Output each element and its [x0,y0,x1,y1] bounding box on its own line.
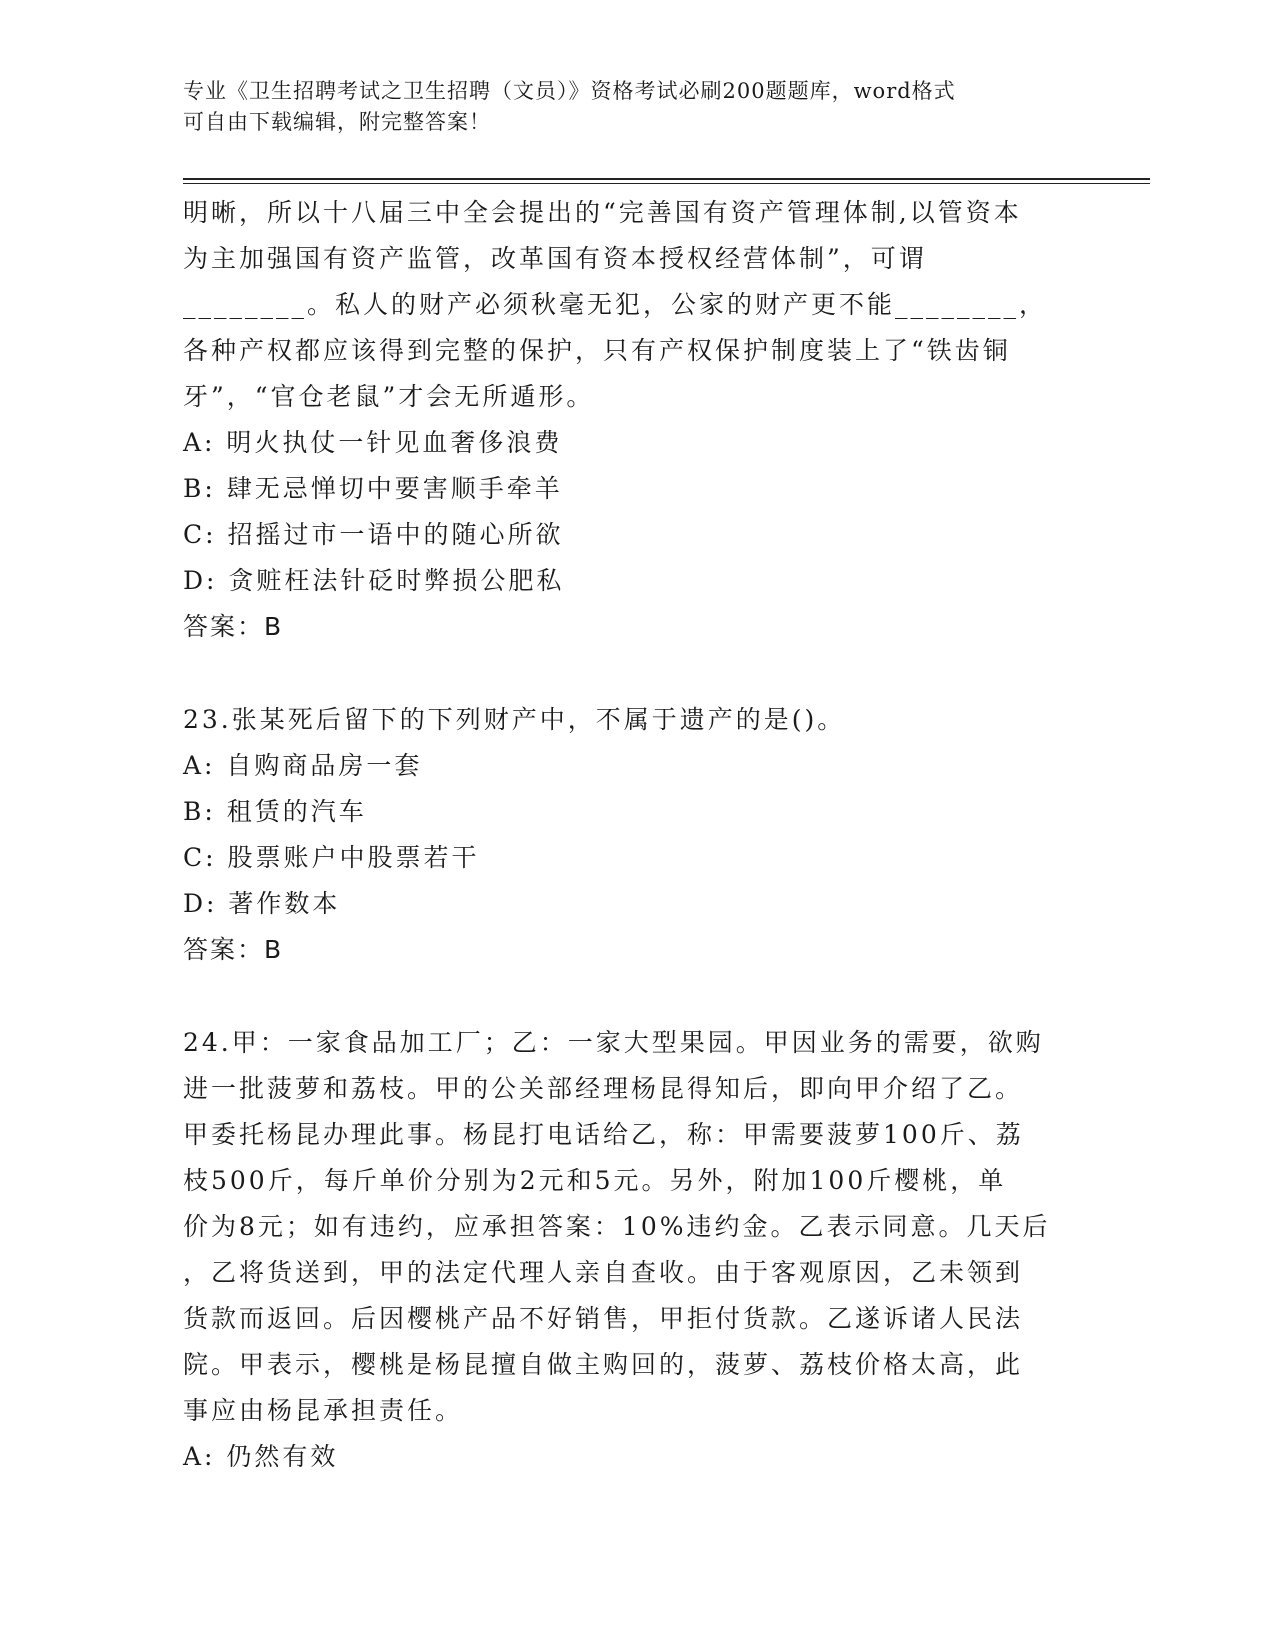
question-text-line: 进一批菠萝和荔枝。甲的公关部经理杨昆得知后，即向甲介绍了乙。 [183,1074,1024,1103]
option-a: A: 仍然有效 [183,1442,339,1471]
question-23 [183,697,1063,973]
option-a: A: 明火执仗一针见血奢侈浪费 [183,428,563,457]
question-24 [183,1020,1063,1480]
question-text-line: 事应由杨昆承担责任。 [183,1396,464,1425]
question-text-line: 价为8元；如有违约，应承担答案：10%违约金。乙表示同意。几天后 [183,1212,1051,1241]
question-text-line: 院。甲表示，樱桃是杨昆擅自做主购回的，菠萝、荔枝价格太高，此 [183,1350,1024,1379]
page-header [183,76,1063,138]
question-text-line: ________。私人的财产必须秋毫无犯，公家的财产更不能________， [183,290,1048,319]
question-text-line: 明晰，所以十八届三中全会提出的“完善国有资产管理体制,以管资本 [183,198,1022,227]
spacer [183,650,1063,697]
document-body [183,190,1063,1480]
answer-label: 答案：B [183,612,284,641]
option-c: C: 股票账户中股票若干 [183,843,480,872]
header-line-1: 专业《卫生招聘考试之卫生招聘（文员）》资格考试必刷200题题库，word格式 [183,79,956,103]
option-b: B: 租赁的汽车 [183,797,367,826]
option-d: D: 著作数本 [183,889,341,918]
question-22 [183,190,1063,650]
option-a: A: 自购商品房一套 [183,751,423,780]
question-text-line: 为主加强国有资产监管，改革国有资本授权经营体制”，可谓 [183,244,927,273]
header-divider-thick [183,178,1150,180]
question-text-line: 牙”，“官仓老鼠”才会无所遁形。 [183,382,595,411]
spacer [183,973,1063,1020]
question-text-line: 枝500斤，每斤单价分别为2元和5元。另外，附加100斤樱桃，单 [183,1166,1007,1195]
question-text-line: 货款而返回。后因樱桃产品不好销售，甲拒付货款。乙遂诉诸人民法 [183,1304,1024,1333]
question-text-line: 甲委托杨昆办理此事。杨昆打电话给乙，称：甲需要菠萝100斤、荔 [183,1120,1024,1149]
question-text-line: 24.甲：一家食品加工厂；乙：一家大型果园。甲因业务的需要，欲购 [183,1028,1044,1057]
header-line-2: 可自由下载编辑，附完整答案！ [183,110,491,134]
question-text-line: ，乙将货送到，甲的法定代理人亲自查收。由于客观原因，乙未领到 [183,1258,1024,1287]
option-c: C: 招摇过市一语中的随心所欲 [183,520,564,549]
option-d: D: 贪赃枉法针砭时弊损公肥私 [183,566,565,595]
answer-label: 答案：B [183,935,284,964]
option-b: B: 肆无忌惮切中要害顺手牵羊 [183,474,563,503]
question-text-line: 各种产权都应该得到完整的保护，只有产权保护制度装上了“铁齿铜 [183,336,1011,365]
header-divider-thin [183,183,1150,184]
question-stem: 23.张某死后留下的下列财产中，不属于遗产的是()。 [183,705,846,734]
